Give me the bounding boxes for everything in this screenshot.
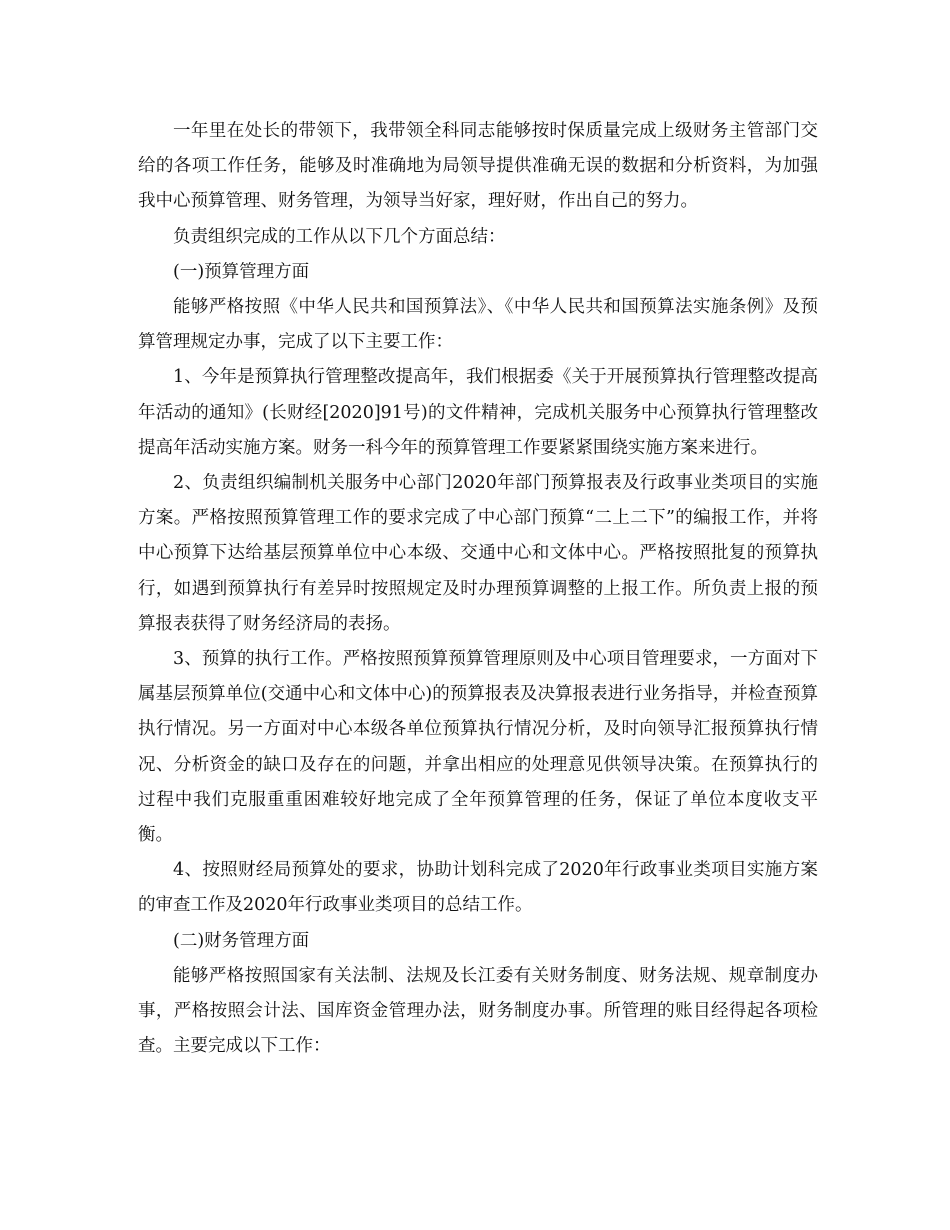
budget-item-4-paragraph: 4、按照财经局预算处的要求，协助计划科完成了2020年行政事业类项目实施方案的审查工作及2020年行政事业类项目的总结工作。 <box>138 860 818 916</box>
budget-item-2-paragraph: 2、负责组织编制机关服务中心部门2020年部门预算报表及行政事业类项目的实施方案。严格按照预算管理工作的要求完成了中心部门预算“二上二下”的编报工作，并将中心预算下达给基层预算单位中心本级、交通中心和文体中心。严格按照批复的预算执行，如遇到预算执行有差异时按照规定及时办理预算调整的上报工作。所负责上报的预算报表获得了财务经济局的表扬。 <box>138 473 818 634</box>
section-heading-budget: (一)预算管理方面 <box>173 261 310 282</box>
budget-compliance-paragraph: 能够严格按照《中华人民共和国预算法》、《中华人民共和国预算法实施条例》及预算管理规定办事，完成了以下主要工作： <box>138 297 818 353</box>
summary-intro-paragraph: 负责组织完成的工作从以下几个方面总结： <box>173 226 506 247</box>
intro-paragraph: 一年里在处长的带领下，我带领全科同志能够按时保质量完成上级财务主管部门交给的各项工作任务，能够及时准确地为局领导提供准确无误的数据和分析资料，为加强我中心预算管理、财务管理，为领导当好家，理好财，作出自己的努力。 <box>138 121 818 212</box>
budget-item-1-paragraph: 1、今年是预算执行管理整改提高年，我们根据委《关于开展预算执行管理整改提高年活动的通知》(长财经[2020]91号)的文件精神，完成机关服务中心预算执行管理整改提高年活动实施方案。财务一科今年的预算管理工作要紧紧围绕实施方案来进行。 <box>138 367 818 458</box>
budget-item-3-paragraph: 3、预算的执行工作。严格按照预算预算管理原则及中心项目管理要求，一方面对下属基层预算单位(交通中心和文体中心)的预算报表及决算报表进行业务指导，并检查预算执行情况。另一方面对中心本级各单位预算执行情况分析，及时向领导汇报预算执行情况、分析资金的缺口及存在的问题，并拿出相应的处理意见供领导决策。在预算执行的过程中我们克服重重困难较好地完成了全年预算管理的任务，保证了单位本度收支平衡。 <box>138 649 818 846</box>
document-page <box>138 114 818 1064</box>
finance-compliance-paragraph: 能够严格按照国家有关法制、法规及长江委有关财务制度、财务法规、规章制度办事，严格按照会计法、国库资金管理办法，财务制度办事。所管理的账目经得起各项检查。主要完成以下工作： <box>138 965 818 1057</box>
section-heading-finance: (二)财务管理方面 <box>173 930 310 951</box>
